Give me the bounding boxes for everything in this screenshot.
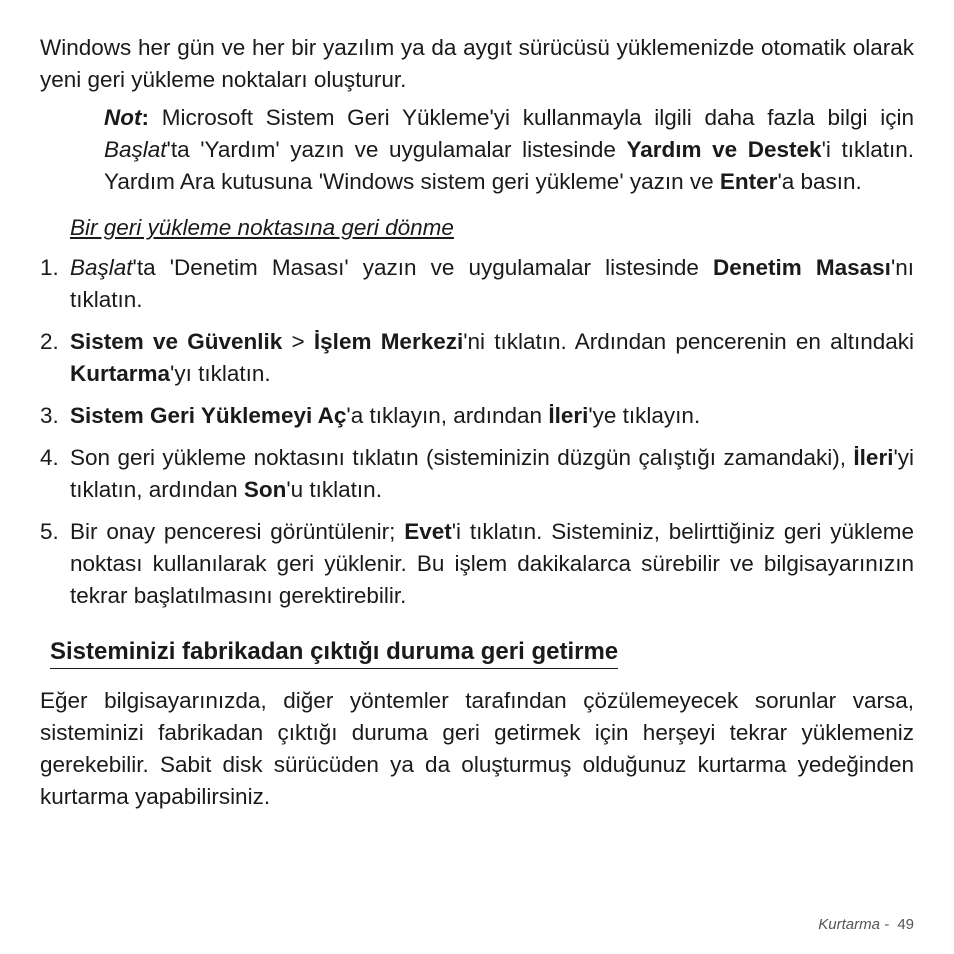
step-number: 3.: [40, 403, 59, 428]
step-text: Son geri yükleme noktasını tıklatın (sisteminizin düzgün çalıştığı zamandaki), İleri'yi tıklatın, ardından Son'u tıklatın.: [70, 445, 914, 502]
list-item: [40, 442, 914, 506]
step-text: Sistem ve Güvenlik > İşlem Merkezi'ni tıklatın. Ardından pencerenin en altındaki Kurtarma'yı tıklatın.: [70, 329, 914, 386]
subheading: Bir geri yükleme noktasına geri dönme: [70, 215, 454, 240]
section-title: Sisteminizi fabrikadan çıktığı duruma geri getirme: [50, 636, 618, 669]
step-text: Başlat'ta 'Denetim Masası' yazın ve uygulamalar listesinde Denetim Masası'nı tıklatın.: [70, 255, 914, 312]
list-item: [40, 516, 914, 612]
step-number: 5.: [40, 519, 59, 544]
step-number: 1.: [40, 255, 59, 280]
note-paragraph: Not: Microsoft Sistem Geri Yükleme'yi kullanmayla ilgili daha fazla bilgi için Başlat'ta 'Yardım' yazın ve uygulamalar listesinde Yardım ve Destek'i tıklatın. Yardım Ara kutusuna 'Windows sistem geri yükleme' yazın ve Enter'a basın.: [104, 105, 915, 194]
footer-chapter: Kurtarma -: [818, 916, 894, 933]
section-body: Eğer bilgisayarınızda, diğer yöntemler tarafından çözülemeyecek sorunlar varsa, sisteminizi fabrikadan çıktığı duruma geri getirmek için herşeyi tekrar yüklemeniz gerekebilir. Sabit disk sürücüden ya da oluşturmuş olduğunuz kurtarma yedeğinden kurtarma yapabilirsiniz.: [40, 688, 914, 809]
step-text: Sistem Geri Yüklemeyi Aç'a tıklayın, ardından İleri'ye tıklayın.: [70, 403, 701, 428]
steps-list: [40, 252, 914, 612]
step-number: 2.: [40, 329, 59, 354]
step-text: Bir onay penceresi görüntülenir; Evet'i tıklatın. Sisteminiz, belirttiğiniz geri yükleme noktası kullanılarak geri yüklenir. Bu işlem dakikalarca sürebilir ve bilgisayarınızın tekrar başlatılmasını gerektirebilir.: [70, 519, 915, 608]
list-item: [40, 400, 914, 432]
list-item: [40, 252, 914, 316]
page-footer: [818, 916, 914, 933]
list-item: [40, 326, 914, 390]
page-number: 49: [897, 916, 914, 933]
document-page: [40, 32, 914, 813]
step-number: 4.: [40, 445, 59, 470]
intro-paragraph: Windows her gün ve her bir yazılım ya da aygıt sürücüsü yüklemenizde otomatik olarak yeni geri yükleme noktaları oluşturur.: [40, 35, 914, 92]
